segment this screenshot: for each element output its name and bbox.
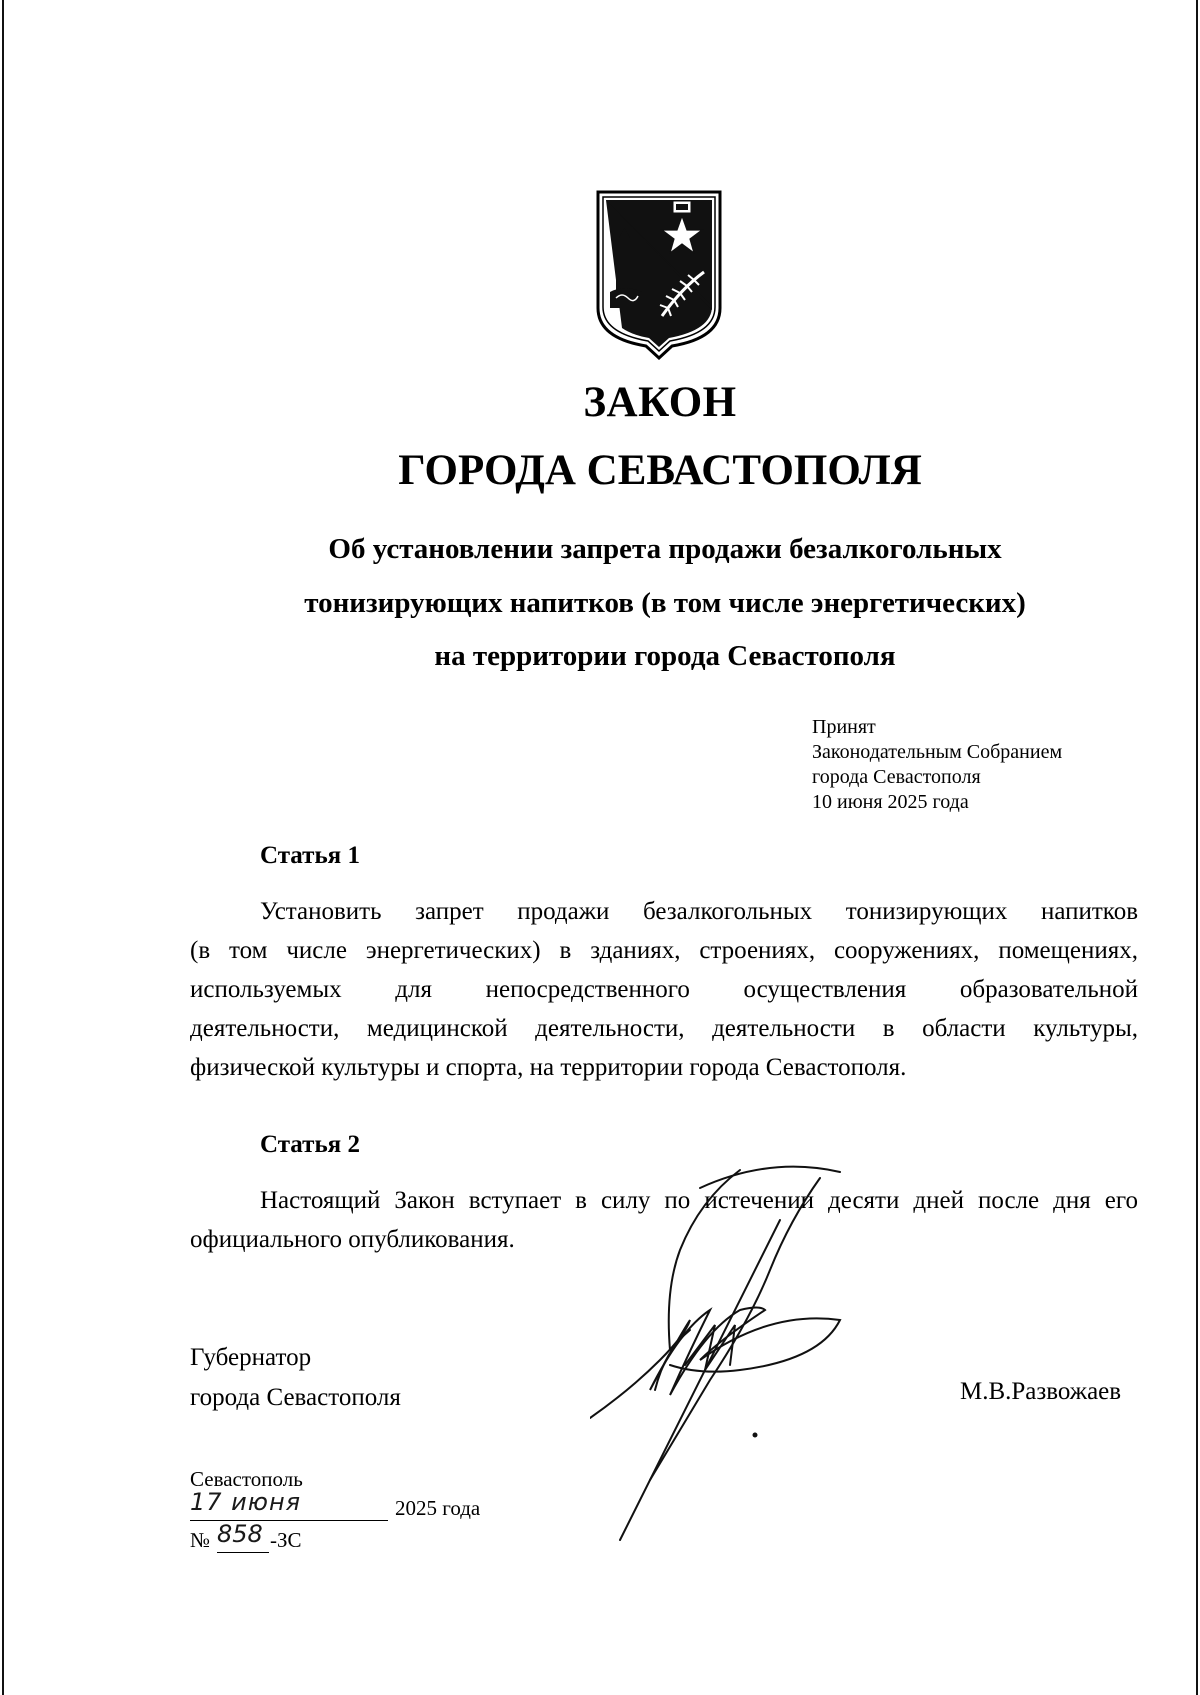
article-1-text xyxy=(190,892,1138,1087)
document-title: ЗАКОН xyxy=(583,379,737,426)
signatory-name: М.В.Развожаев xyxy=(960,1378,1122,1405)
document-title-sub: ГОРОДА СЕВАСТОПОЛЯ xyxy=(398,447,922,494)
adoption-line: Законодательным Собранием xyxy=(812,741,1063,763)
adoption-block xyxy=(812,715,1062,815)
article-2-line: официального опубликования. xyxy=(190,1226,515,1253)
adoption-line: Принят xyxy=(812,716,876,738)
subject-line-1: Об установлении запрета продажи безалкогольных xyxy=(328,533,1002,565)
scan-edge-left xyxy=(2,0,4,1695)
scan-edge-right xyxy=(1196,0,1198,1695)
adoption-line: города Севастополя xyxy=(812,766,981,788)
article-1-line: используемых для непосредственного осуществления образовательной xyxy=(190,976,1138,1003)
place-of-signing: Севастополь xyxy=(190,1467,303,1491)
signatory-position-city: города Севастополя xyxy=(190,1384,401,1411)
adoption-date: 10 июня 2025 года xyxy=(812,791,969,813)
subject-line-3: на территории города Севастополя xyxy=(434,640,896,672)
article-1-line: деятельности, медицинской деятельности, деятельности в области культуры, xyxy=(190,1015,1138,1042)
handwritten-date: 17 июня xyxy=(190,1488,302,1516)
article-1-line: (в том числе энергетических) в зданиях, строениях, сооружениях, помещениях, xyxy=(190,937,1138,964)
number-underline xyxy=(217,1552,269,1553)
article-2-line: Настоящий Закон вступает в силу по истечении десяти дней после дня его xyxy=(260,1187,1138,1214)
article-1-line: Установить запрет продажи безалкогольных тонизирующих напитков xyxy=(260,898,1138,925)
law-number xyxy=(190,1520,390,1556)
coat-of-arms-icon xyxy=(592,188,726,360)
article-2-heading: Статья 2 xyxy=(260,1131,360,1158)
article-1-heading: Статья 1 xyxy=(260,842,360,869)
signature-icon xyxy=(590,1160,920,1550)
signing-year: 2025 года xyxy=(395,1496,481,1520)
signatory-position: Губернатор xyxy=(190,1344,312,1371)
handwritten-number: 858 xyxy=(217,1520,263,1548)
article-1-line: физической культуры и спорта, на территории города Севастополя. xyxy=(190,1054,907,1081)
number-sign: № xyxy=(190,1528,211,1552)
subject-line-2: тонизирующих напитков (в том числе энергетических) xyxy=(304,587,1026,619)
number-suffix: -ЗС xyxy=(270,1528,302,1552)
